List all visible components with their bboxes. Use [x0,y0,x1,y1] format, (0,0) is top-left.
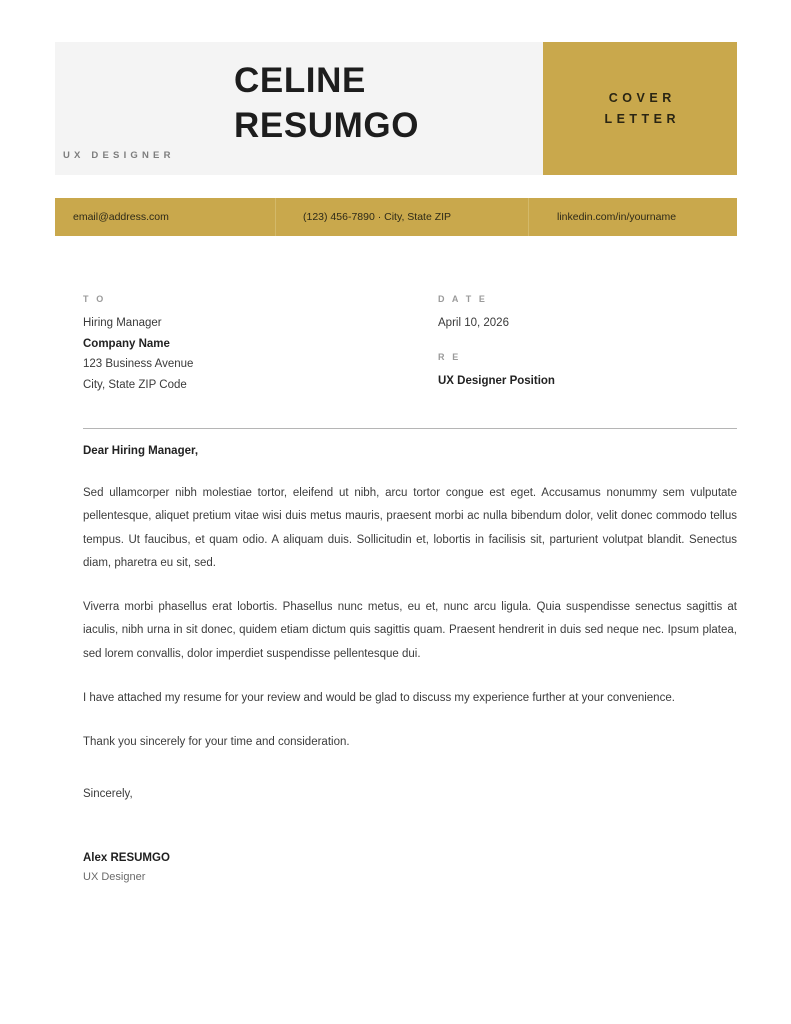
letter-meta [83,294,737,395]
signature-block [83,852,737,883]
date-value: April 10, 2026 [438,317,509,329]
applicant-name [234,58,419,148]
meta-spacer [438,334,737,352]
document-type-block [543,42,737,175]
applicant-first-name: CELINE [234,61,366,100]
document-type-line-2: LETTER [604,111,681,126]
letter-body [83,445,737,883]
recipient-city: City, State ZIP Code [83,378,187,391]
body-paragraph-3: I have attached my resume for your review and would be glad to discuss my experience further at your convenience. [83,692,675,705]
re-label: R E [438,351,461,362]
letter-header [55,42,737,175]
body-paragraph-1: Sed ullamcorper nibh molestiae tortor, eleifend ut nibh, arcu tortor congue est eget. Accusamus nonummy sem vulputate pellentesque, aliquet pretium vitae wisi duis metus mauris, praesent morbi ac nulla bibendum dolor, velit donec commodo tellus tempus. Ut faucibus, et quam odio. A aliquam duis. Sollicitudin et, lobortis in facilisis sit, parturient volutpat blandit. Senectus diam, pharetra eu sit, sed. [83,487,737,569]
contact-bar [55,198,737,236]
body-paragraph-2: Viverra morbi phasellus erat lobortis. Phasellus nunc metus, eu et, nunc arcu ligula. Quia suspendisse senectus sagittis at iaculis, nibh urna in sit donec, quidem etiam dictum quis sagittis quam. Praesent hendrerit in duis sed neque nec. Ipsum platea, sed lorem convallis, dolor imperdiet suspendisse pellentesque dui. [83,601,737,660]
body-paragraph-4: Thank you sincerely for your time and consideration. [83,736,350,749]
recipient-block [83,294,438,395]
applicant-job-title: UX DESIGNER [63,150,175,161]
recipient-name: Hiring Manager [83,317,162,329]
applicant-last-name: RESUMGO [234,106,420,145]
contact-email[interactable]: email@address.com [73,211,169,223]
signature-name: Alex RESUMGO [83,851,170,864]
recipient-street: 123 Business Avenue [83,358,194,370]
recipient-company: Company Name [83,337,170,350]
salutation: Dear Hiring Manager, [83,445,199,457]
contact-phone: (123) 456-7890 · City, State ZIP [275,198,528,236]
sign-off: Sincerely, [83,787,133,800]
signature-role: UX Designer [83,870,146,883]
header-name-band [55,42,543,175]
to-label: T O [83,294,106,304]
document-type-line-1: COVER [608,90,676,105]
contact-linkedin[interactable]: linkedin.com/in/yourname [528,198,676,236]
meta-divider [83,428,737,429]
date-subject-block [438,294,737,395]
re-value: UX Designer Position [438,374,555,387]
date-label: D A T E [438,294,488,304]
